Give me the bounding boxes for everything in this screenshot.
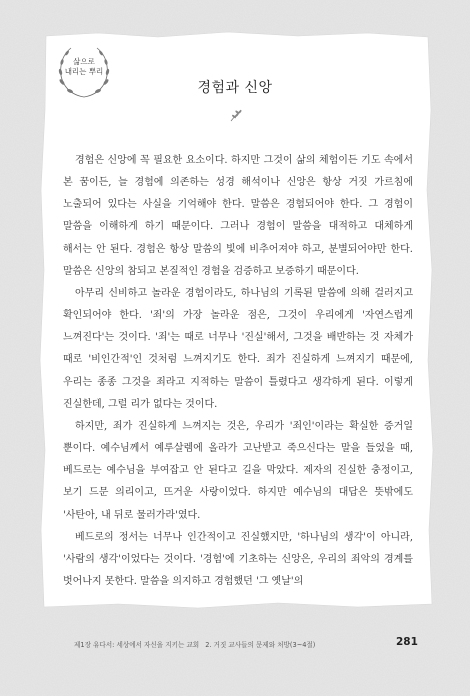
body-text — [63, 150, 413, 593]
footer-section: 2. 거짓 교사들의 문제와 처방(3~4절) — [205, 641, 316, 649]
page-title: 경험과 신앙 — [197, 80, 273, 96]
running-footer — [74, 639, 315, 649]
badge-line-1: 삶으로 — [73, 57, 95, 66]
badge-line-2: 내리는 뿌리 — [64, 67, 104, 76]
page-number: 281 — [396, 636, 418, 648]
paragraph-3: 하지만, 죄가 진실하게 느껴지는 것은, 우리가 '죄인'이라는 확실한 증거일 뿐이다. 예수님께서 예루살렘에 올라가 고난받고 죽으신다는 말을 들었을 때, 베드로는 예수님을 부여잡고 안 된다고 길을 막았다. 제자의 진실한 충정이고, 보기 드문 의리이고, 뜨거운 사랑이었다. 하지만 예수님의 대답은 뜻밖에도 '사탄아, 내 뒤로 물러가라'였다. — [63, 420, 413, 521]
paragraph-2: 아무리 신비하고 놀라운 경험이라도, 하나님의 기록된 말씀에 의해 걸러지고 확인되어야 한다. '죄'의 가장 놀라운 점은, 그것이 우리에게 '자연스럽게 느껴진다'는 것이다. '죄'는 때로 너무나 '진실'해서, 그것을 배반하는 것 자체가 때로 '비인간적'인 것처럼 느껴지기도 한다. 죄가 진실하게 느껴지기 때문에, 우리는 종종 그것을 죄라고 지적하는 말씀이 틀렸다고 생각하게 된다. 이렇게 진실한데, 그럴 리가 없다는 것이다. — [63, 287, 413, 410]
footer-chapter: 제1장 유다서: 세상에서 자신을 지키는 교회 — [74, 641, 200, 649]
section-badge — [54, 57, 114, 77]
paragraph-4: 베드로의 정서는 너무나 인간적이고 진실했지만, '하나님의 생각'이 아니라, '사람의 생각'이었다는 것이다. '경험'에 기초하는 신앙은, 우리의 죄악의 경계를 벗어나지 못한다. 말씀을 의지하고 경험했던 '그 옛날'의 — [63, 531, 413, 587]
leaf-ornament-icon — [228, 107, 244, 123]
paragraph-1: 경험은 신앙에 꼭 필요한 요소이다. 하지만 그것이 삶의 체험이든 기도 속에서 본 꿈이든, 늘 경험에 의존하는 성경 해석이나 신앙은 항상 거짓 가르침에 노출되어 있다는 사실을 기억해야 한다. 말씀은 경험되어야 한다. 그 경험이 말씀을 이해하게 하기 때문이다. 그러나 경험이 말씀을 대적하고 대체하게 해서는 안 된다. 경험은 항상 말씀의 빛에 비추어져야 하고, 분별되어야만 한다. 말씀은 신앙의 참되고 본질적인 경험을 검증하고 보증하기 때문이다. — [63, 155, 413, 277]
